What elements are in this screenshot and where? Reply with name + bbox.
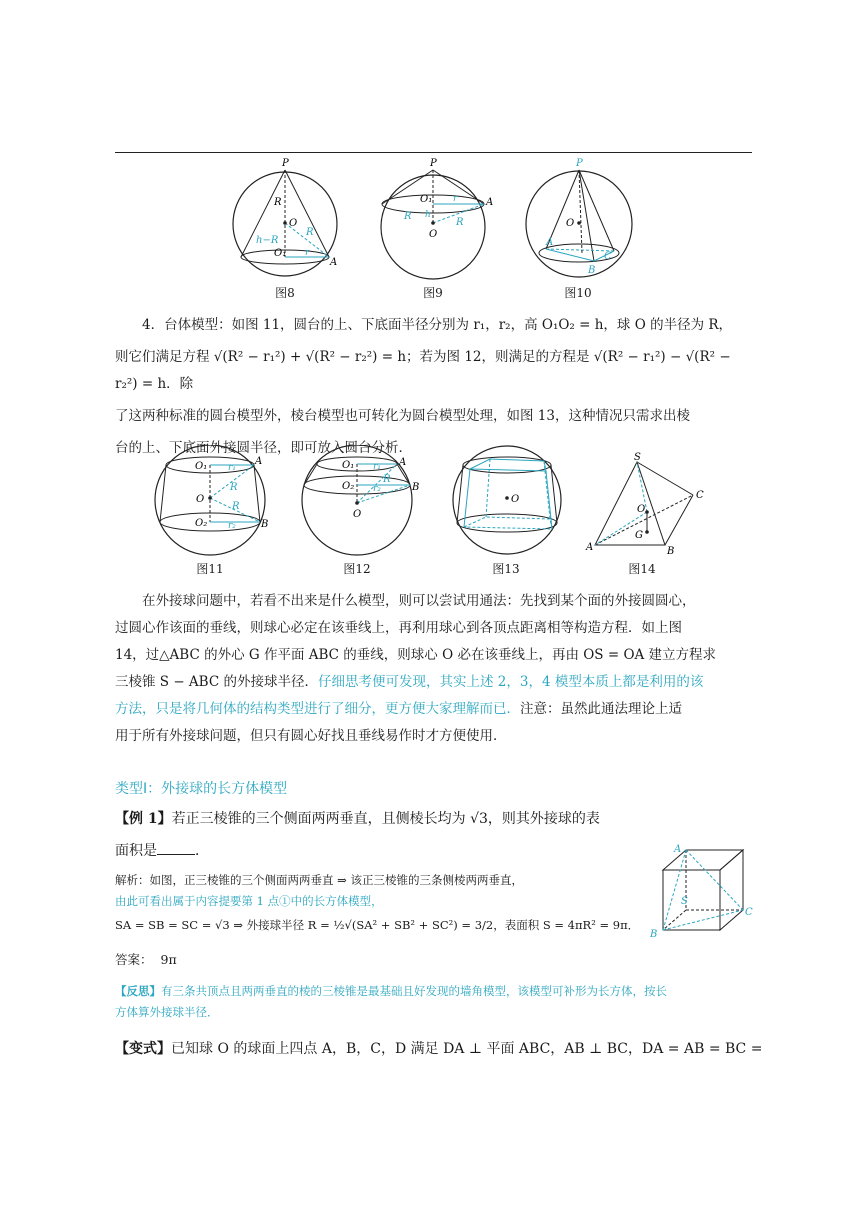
fig9-label-O1: O₁: [420, 194, 433, 205]
method-line-6: 用于所有外接球问题，但只有圆心好找且垂线易作时才方便使用．: [115, 728, 507, 744]
fig14-label-G: G: [635, 530, 643, 541]
cube-label-B: B: [650, 929, 658, 940]
cube-figure: [648, 842, 763, 942]
answer-label: 答案：: [115, 952, 153, 967]
fig9-label-O: O: [429, 229, 438, 240]
fig8-label-A: A: [330, 257, 338, 268]
general-method-text: [115, 588, 755, 750]
section-4-text: [115, 312, 755, 462]
method-line-5-cyan: 方法，只是将几何体的结构类型进行了细分，更方便大家理解而已．: [115, 701, 520, 717]
fig11-label-A: A: [255, 456, 263, 467]
reflection-text-1: 有三条共顶点且两两垂直的棱的三棱锥是最基础且好发现的墙角模型，该模型可补形为长方体，按长: [161, 984, 667, 998]
answer-line: [115, 950, 177, 968]
variant-line: [115, 1038, 762, 1058]
fig12-label-A: A: [399, 457, 407, 468]
fig8-label-P: P: [282, 158, 289, 169]
analysis-line-3b: 表面积 S = 4πR² = 9π．: [504, 918, 640, 932]
fig14-label-A: A: [586, 542, 594, 553]
type1-heading: 类型Ⅰ：外接球的长方体模型: [115, 781, 288, 797]
method-line-4: [115, 669, 755, 696]
example1-text-1: 若正三棱锥的三个侧面两两垂直，且侧棱长均为 √3，则其外接球的表: [171, 811, 600, 827]
section4-line-1: 4．台体模型：如图 11，圆台的上、下底面半径分别为 r₁，r₂，高 O₁O₂ = h，球 O 的半径为 R，: [142, 317, 733, 333]
fig8-label-O1: O₁: [274, 248, 287, 259]
method-line-2: 过圆心作该面的垂线，则球心必定在该垂线上，再利用球心到各顶点距离相等构造方程．如上图: [115, 620, 682, 636]
example1-line-1: [115, 808, 600, 828]
figure-8: [230, 155, 340, 295]
fig8-caption: 图8: [275, 286, 295, 300]
fig8-label-R2: R: [306, 227, 314, 238]
figure-11: [150, 445, 270, 570]
figure-12: [300, 445, 425, 570]
method-line-5-black: 注意：虽然此通法理论上适: [520, 701, 682, 717]
fig12-caption: 图12: [343, 562, 371, 576]
fig10-label-C: C: [604, 251, 612, 262]
fig12-label-r2: r₂: [373, 484, 381, 494]
method-line-3: 14，过△ABC 的外心 G 作平面 ABC 的垂线，则球心 O 必在该垂线上，再由 OS = OA 建立方程求: [115, 647, 717, 663]
fig9-label-R: R: [404, 211, 412, 222]
fig9-label-r: r: [453, 194, 458, 204]
fig12-label-r1: r₁: [373, 462, 381, 472]
answer-blank: [157, 842, 195, 855]
reflection-line-1: [115, 983, 667, 999]
method-line-4-cyan: 仔细思考便可发现，其实上述 2，3，4 模型本质上都是利用的该: [317, 674, 704, 690]
fig12-label-B: B: [412, 482, 420, 493]
figure-13: [450, 445, 565, 570]
method-line-5: [115, 696, 755, 723]
figure-14: [585, 450, 705, 560]
fig10-label-B: B: [588, 265, 596, 276]
fig11-label-O2: O₂: [195, 518, 208, 529]
section4-line-3: 了这两种标准的圆台模型外，棱台模型也可转化为圆台模型处理，如图 13，这种情况只需求出棱: [115, 408, 690, 424]
fig9-label-P: P: [430, 158, 437, 169]
fig10-caption: 图10: [564, 286, 592, 300]
section4-line-2: 则它们满足方程 √(R² − r₁²) + √(R² − r₂²) = h；若为图 12，则满足的方程是 √(R² − r₁²) − √(R² − r₂²) = h．除: [115, 349, 731, 392]
fig9-label-R2: R: [456, 217, 464, 228]
fig9-label-A: A: [486, 197, 493, 208]
cube-label-A: A: [674, 844, 682, 855]
fig11-label-r2: r₂: [228, 521, 236, 531]
answer-value: 9π: [160, 952, 177, 967]
method-line-1: 在外接球问题中，若看不出来是什么模型，则可以尝试用通法：先找到某个面的外接圆圆心，: [142, 593, 696, 609]
fig14-label-B: B: [667, 546, 675, 557]
fig10-label-P: P: [576, 158, 583, 169]
fig10-label-O: O: [566, 218, 575, 229]
fig12-label-O2: O₂: [342, 481, 355, 492]
fig11-label-R2: R: [232, 501, 240, 512]
example1-text-2-end: ．: [195, 843, 209, 859]
figure-10: [522, 155, 637, 295]
analysis-line-3: [115, 917, 639, 933]
reflection-line-2: 方体算外接球半径．: [115, 1005, 219, 1019]
variant-text: 已知球 O 的球面上四点 A，B，C，D 满足 DA ⊥ 平面 ABC，AB ⊥ BC，DA = AB = BC =: [171, 1041, 763, 1057]
fig11-label-R: R: [230, 482, 238, 493]
cube-label-S: S: [681, 896, 688, 907]
fig14-label-C: C: [696, 490, 704, 501]
analysis-line-2: 由此可看出属于内容提要第 1 点①中的长方体模型，: [115, 894, 383, 908]
section4-line-4: 台的上、下底面外接圆半径，即可放入圆台分析．: [115, 440, 412, 456]
fig8-label-hR: h−R: [256, 235, 279, 246]
fig14-caption: 图14: [628, 562, 656, 576]
example1-text-2: 面积是: [115, 843, 157, 859]
example1-line-2: [115, 840, 209, 860]
example1-tag: 【例 1】: [115, 811, 172, 827]
reflection-tag: 【反思】: [115, 984, 161, 998]
fig9-label-h: h: [425, 210, 431, 220]
fig11-label-r1: r₁: [228, 463, 236, 473]
fig14-label-S: S: [634, 452, 641, 463]
header-rule: [115, 152, 752, 153]
method-line-4-black: 三棱锥 S − ABC 的外接球半径．: [115, 674, 318, 690]
figure-9: [378, 155, 493, 295]
fig11-label-B: B: [261, 519, 269, 530]
fig13-caption: 图13: [492, 562, 520, 576]
fig13-label-O: O: [511, 494, 520, 505]
fig8-label-O: O: [289, 218, 298, 229]
fig8-label-R: R: [274, 197, 282, 208]
fig9-caption: 图9: [423, 286, 443, 300]
cube-label-C: C: [745, 907, 753, 918]
fig11-caption: 图11: [196, 562, 224, 576]
fig12-label-O: O: [353, 509, 362, 520]
fig14-label-O: O: [637, 504, 646, 515]
variant-tag: 【变式】: [115, 1041, 171, 1057]
analysis-line-1: 解析：如图，正三棱锥的三个侧面两两垂直 ⇒ 该正三棱锥的三条侧棱两两垂直，: [115, 873, 523, 887]
fig11-label-O: O: [196, 494, 205, 505]
analysis-line-3a: SA = SB = SC = √3 ⇒ 外接球半径 R = ½√(SA² + SB² + SC²) = 3/2，: [115, 918, 505, 932]
fig12-label-O1: O₁: [342, 460, 355, 471]
fig11-label-O1: O₁: [195, 461, 208, 472]
fig10-label-A: A: [546, 237, 554, 248]
fig8-label-r: r: [305, 248, 310, 258]
fig12-label-R: R: [383, 474, 391, 485]
